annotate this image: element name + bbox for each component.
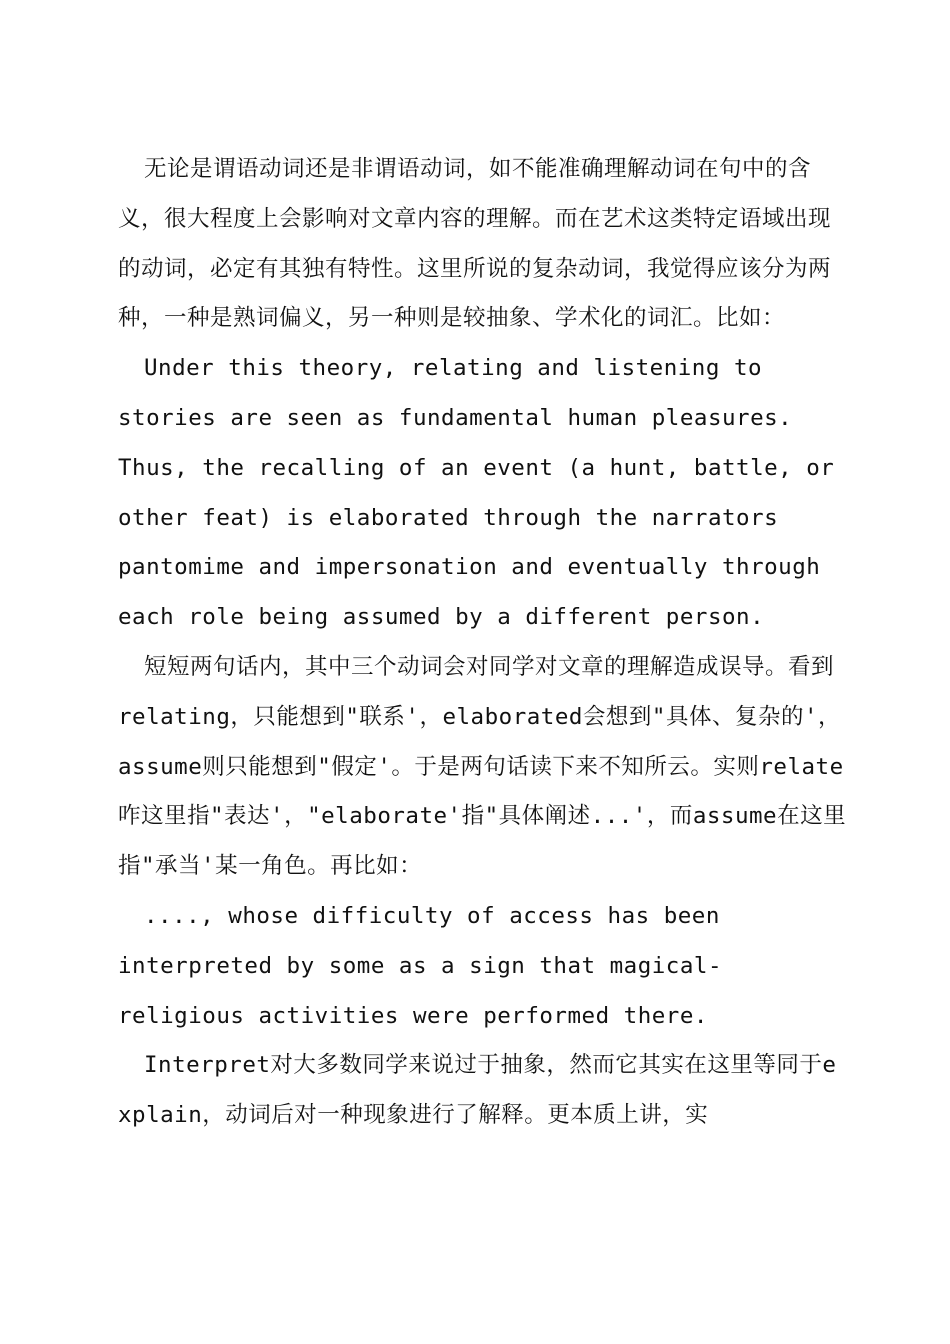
paragraph-intro: 无论是谓语动词还是非谓语动词，如不能准确理解动词在句中的含义，很大程度上会影响对文章内容的理解。而在艺术这类特定语域出现的动词，必定有其独有特性。这里所说的复杂动词，我觉得应该分为两种，一种是熟词偏义，另一种则是较抽象、学术化的词汇。比如： [118, 156, 832, 332]
example-quote-1: Under this theory, relating and listening to stories are seen as fundamental human pleasures. Thus, the recalling of an event (a hunt, battle, or other feat) is elaborated through the narrators pantomime and impersonation and eventually through each role being assumed by a different person. [118, 355, 835, 631]
paragraph-interpret: Interpret对大多数同学来说过于抽象，然而它其实在这里等同于explain，动词后对一种现象进行了解释。更本质上讲，实 [118, 1052, 837, 1129]
paragraph-analysis: 短短两句话内，其中三个动词会对同学对文章的理解造成误导。看到relating，只能想到"联系'，elaborated会想到"具体、复杂的'，assume则只能想到"假定'。于是两句话读下来不知所云。实则relate咋这里指"表达'，"elaborate'指"具体阐述...'，而assume在这里指"承当'某一角色。再比如： [118, 653, 847, 880]
example-quote-2: ...., whose difficulty of access has been interpreted by some as a sign that magical-religious activities were performed there. [118, 902, 722, 1029]
document-body [118, 145, 848, 1141]
